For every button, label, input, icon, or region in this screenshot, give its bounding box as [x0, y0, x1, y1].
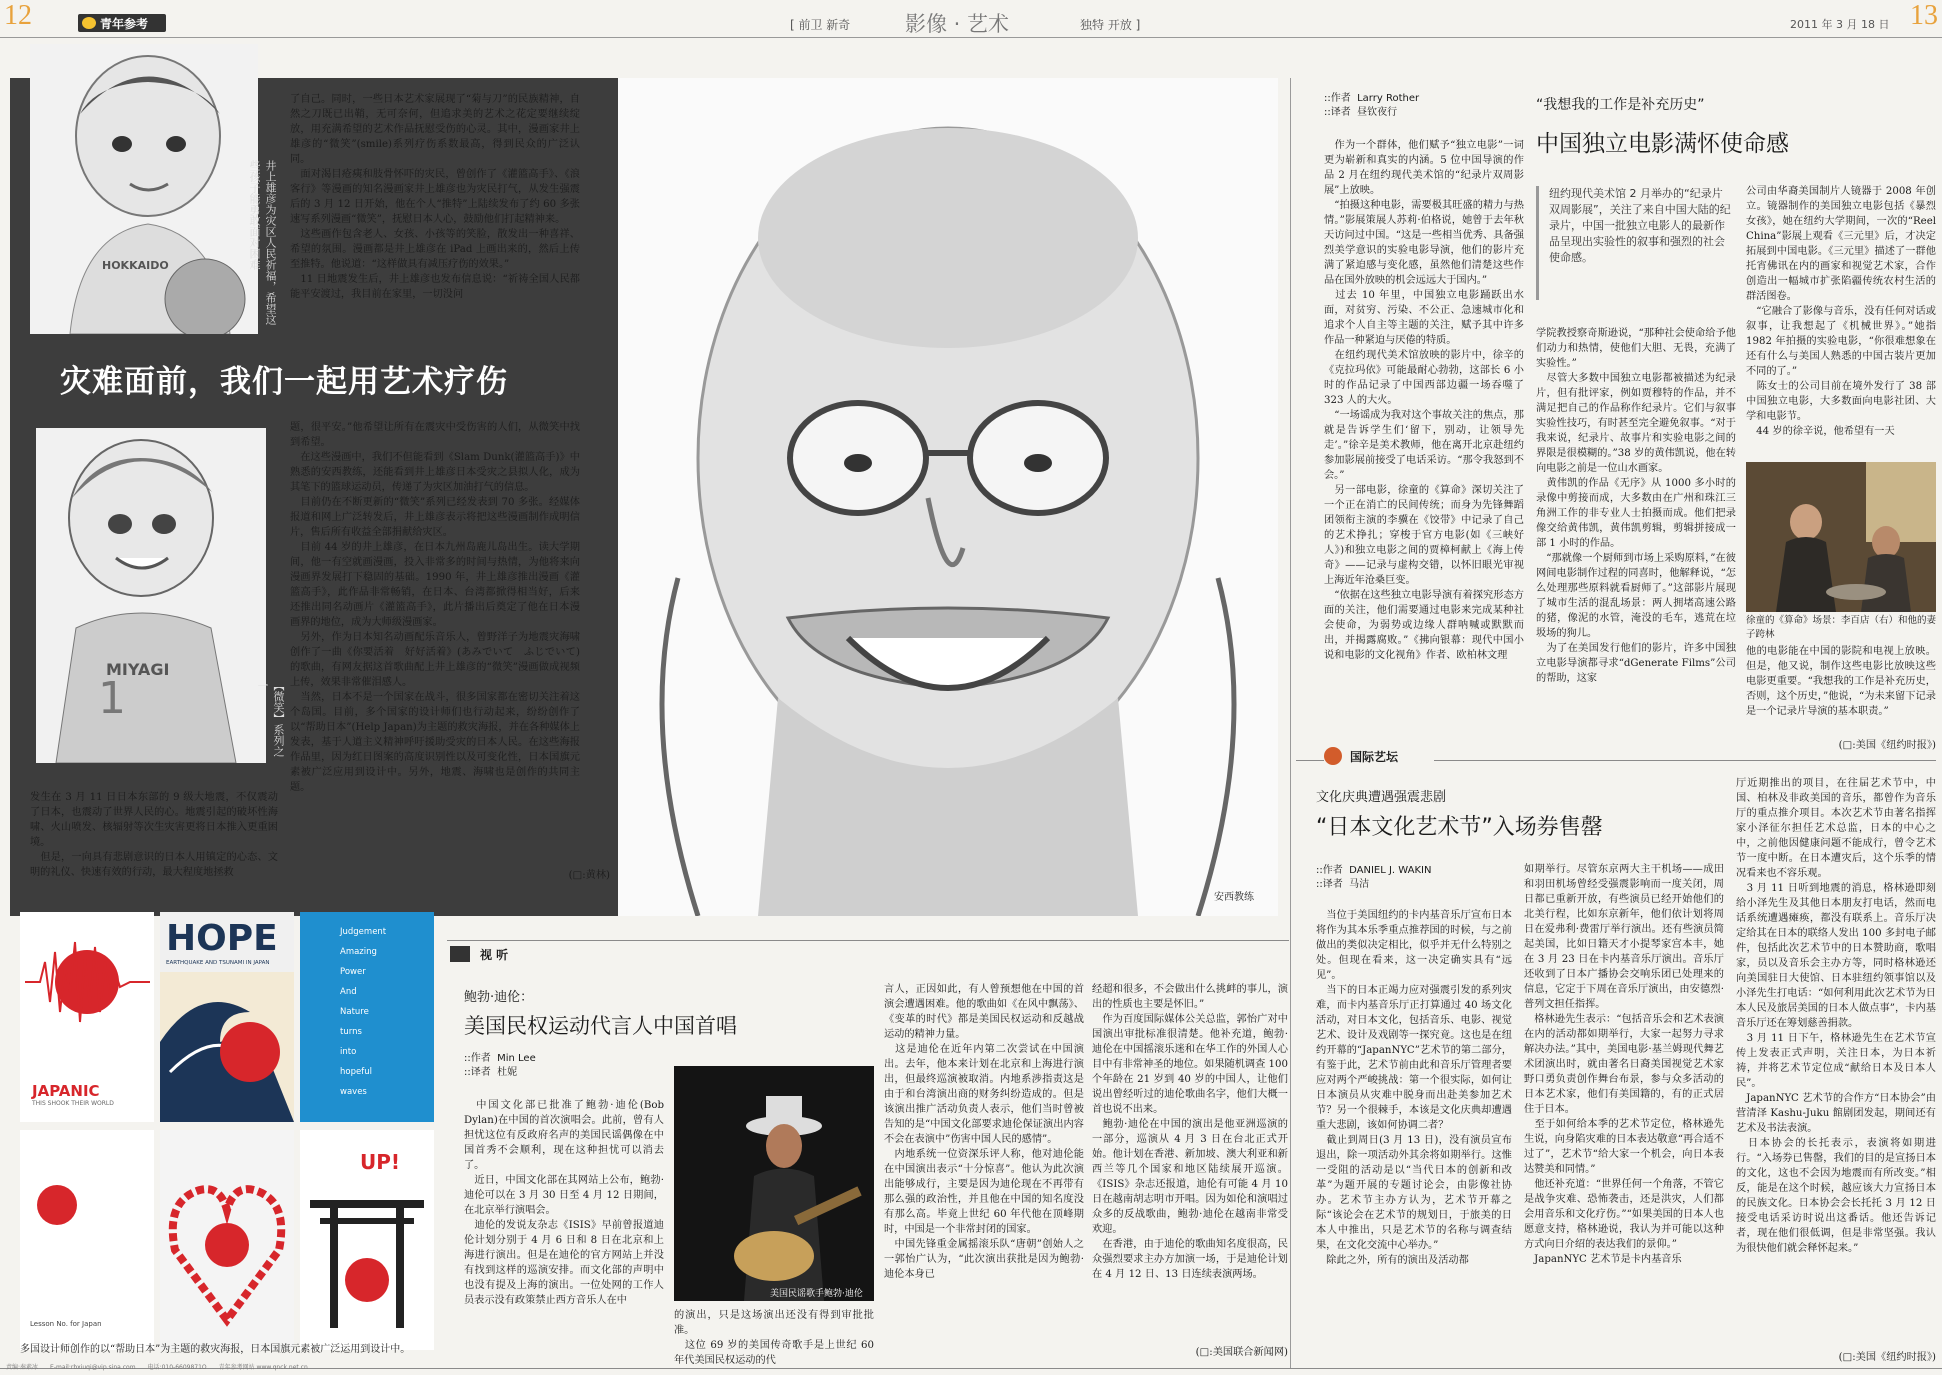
culture-credit: (□:美国《纽约时报》)	[1838, 1352, 1936, 1363]
boy-sketch-svg	[36, 428, 266, 763]
poster-heart	[160, 1130, 294, 1350]
dylan-credit: (□:美国联合新闻网)	[1195, 1347, 1288, 1358]
docfilm-photo	[1746, 462, 1936, 612]
poster-japanic-sub: THIS SHOOK THEIR WORLD	[32, 1100, 114, 1107]
poster-japanic-title: JAPANIC	[32, 1082, 100, 1100]
logo-text: 青年参考	[100, 17, 149, 31]
left-article-intro: 发生在 3 月 11 日日本东部的 9 级大地震，不仅震动了日本，也震动了世界人民的心。地震引起的破坏性海啸、火山喷发、核辐射等次生灾害更将日本推入更重困境。 但是，一向具有悲剧意识的日本人用镇定的心态、文明的礼仪、快速有效的行动，最大程度地拯救	[30, 792, 278, 878]
docfilm-col3b: 他的电影能在中国的影院和电视上放映。但是，他又说，制作这些电影比放映这些电影更重要。“我想我的工作是补充历史，否则，这个历史，”他说，“为未来留下记录是一个记录片导演的基本职责。”	[1746, 646, 1936, 717]
portrait-caption: 安西教练	[1214, 892, 1254, 903]
culture-headline: “日本文化艺术节”入场券售罄	[1316, 815, 1603, 840]
docfilm-kicker: “我想我的工作是补充历史”	[1536, 97, 1705, 113]
poster-hope	[160, 912, 294, 1122]
svg-text:1: 1	[98, 673, 126, 724]
boy-illustration	[36, 428, 266, 763]
docfilm-author: Larry Rother	[1357, 93, 1420, 104]
culture-author-label: ::作者	[1316, 865, 1343, 876]
globe-icon	[1324, 747, 1342, 765]
logo-icon	[82, 17, 96, 29]
culture-col1: 当位于美国纽约的卡内基音乐厅宣布日本将作为其本乐季重点推荐国的时候，与之前做出的类似决定相比，似乎并无什么特别之处。但现在看来，这一决定确实具有“远见”。 当下的日本正竭力应对强震引发的系列灾难，而卡内基音乐厅正打算通过 40 场文化活动，对日本文化，包括音乐、电影、视觉艺术、设计及戏剧等一探究竟。这也是在纽约开幕的“JapanNYC”艺术节的第二部分，有鉴于此，艺术节前由此和音乐厅管理者要应对两个严峻挑战：第一个很实际，如何让日本演员从灾难中脱身而出赴美参加艺术节？另一个很棘手，本该是文化庆典却遭遇重大悲剧，该如何协调二者？ 截止到周日(3 月 13 日)，没有演员宣布退出，除一项活动外其余将如期举行。这惟一受阻的活动是以“当代日本的创新和改革”为题开展的专题讨论会，由影像社协办。艺术节主办方认为，艺术节开幕之际“该论会在艺术节的规划日，于旅美的日本人中推出，只是艺术节的名称与调查结果，在文化交流中心举办。” 除此之外，所有的演出及活动都	[1316, 910, 1512, 1266]
page-header	[0, 0, 1942, 38]
dylan-author-label: ::作者	[464, 1053, 491, 1064]
poster-lesson-text: Lesson No. for Japan	[30, 1320, 102, 1328]
docfilm-credit: (□:美国《纽约时报》)	[1838, 740, 1936, 751]
culture-byline	[1316, 864, 1516, 892]
dylan-photo-caption: 美国民谣歌手鲍勃·迪伦	[770, 1289, 863, 1299]
poster-up	[300, 1130, 434, 1350]
poster-japanic	[20, 912, 154, 1122]
docfilm-translator-label: ::译者	[1324, 107, 1351, 118]
culture-section-label	[1324, 744, 1434, 768]
docfilm-headline: 中国独立电影满怀使命感	[1536, 131, 1789, 157]
page-number-left: 12	[4, 0, 32, 31]
dylan-col4: 经超和很多，不会做出什么挑衅的事儿，演出的性质也主要是怀旧。” 作为百度国际媒体公关总监，郭怡广对中国演出审批标准很清楚。他补充道，鲍勃·迪伦在中国摇滚乐迷和在华工作的外国人心目中有非常神圣的地位。如果随机调查 100 个年龄在 21 岁到 40 岁的中国人，让他们说出曾经听过的迪伦歌曲名字，他们大概一首也说不出来。 鲍勃·迪伦在中国的演出是他亚洲巡演的一部分，巡演从 4 月 3 日在台北正式开始。他计划在香港、新加坡、澳大利亚和新西兰等几个国家和地区陆续展开巡演。《ISIS》杂志还报道，迪伦有可能 4 月 10 日在越南胡志明市开唱。因为如伦和演唱过众多的反战歌曲，鲍勃·迪伦在越南非常受欢迎。 在香港，由于迪伦的歌曲知名度很高，民众强烈要求主办方加演一场，于是迪伦计划在 4 月 12 日、13 日连续表演两场。	[1092, 984, 1288, 1280]
poster-grid	[20, 912, 438, 1352]
section-right: 独特 开放 ]	[1080, 18, 1141, 32]
poster-acrostic-text: Judgement Amazing Power And Nature turns into hopeful waves	[340, 927, 387, 1097]
culture-translator: 马洁	[1349, 879, 1370, 890]
dylan-kicker: 鲍勃·迪伦：	[464, 990, 534, 1005]
page-number-right: 13	[1910, 0, 1938, 31]
dylan-translator-label: ::译者	[464, 1067, 491, 1078]
guitarist-svg	[674, 1066, 874, 1301]
girl-sketch-svg	[30, 44, 258, 334]
av-section-label	[450, 944, 550, 966]
dylan-photo	[674, 1066, 874, 1301]
dylan-author: Min Lee	[497, 1053, 536, 1064]
wave-icon	[160, 972, 294, 1122]
culture-col2: 如期举行。尽管东京两大主干机场——成田和羽田机场曾经受强震影响而一度关闭，周日都已重新开放，有些演员已经开始他们的北美行程，比如东京新年，他们依计划将周日在爱弗利·费雷厅举行演出。还有些演员简起美国，比如日籍天才小提琴家宫本丰，她在 3 月 23 日在卡内基音乐厅演出。音乐厅还收到了日本广播协会交响乐团已处理来的信息，它定于下周在音乐厅演出，由安德烈·普列文担任指挥。 格林逊先生表示：“包括音乐会和艺术表演在内的活动都如期举行，大家一起努力寻求解决办法。”其中，美国电影·基兰姆现代舞艺术团演出时，就由著名日裔美国视觉艺术家野口勇负责创作舞台布景，参与众多活动的日本艺术家，他们有美国籍的，有的正式居住于日本。 至于如何给本季的艺术节定位，格林逊先生说，向身陷灾难的日本表达敬意“再合适不过了”，艺术节“给大家一个机会，向日本表达赞美和同情。” 他还补充道：“世界任何一个角落，不管它是战争灾难、恐怖袭击，还是洪灾，人们都会用音乐和文化疗伤。”“如果美国的日本人也愿意支持，格林逊说，我认为并可能以这种方式向日介绍的表达我们的景仰。” JapanNYC 艺术节是卡内基音乐	[1524, 864, 1724, 1265]
dylan-col1: 中国文化部已批准了鲍勃·迪伦(Bob Dylan)在中国的首次演唱会。此前，曾有人担忧这位有反政府名声的美国民谣偶像在中国首秀不会顺利，现在这种担忧可以消去了。 近日，中国文化部在其网站上公布，鲍勃·迪伦可以在 3 月 30 日至 4 月 12 日期间，在北京举行演唱会。 迪伦的发说友杂志《ISIS》早前曾报道迪伦计划分别于 4 月 6 日和 8 日在北京和上海进行演出。但是在迪伦的官方网站上并没有找到这样的巡演安排。而文化部的声明中也没有提及上海的演出。一位处网的工作人员表示没有政策禁止西方音乐人在中	[464, 1100, 664, 1306]
right-vertical-rule	[1290, 78, 1291, 1368]
miyagi-text: MIYAGI	[106, 660, 170, 679]
film-clapper-icon	[450, 946, 470, 962]
docfilm-author-label: ::作者	[1324, 93, 1351, 104]
culture-col3: 厅近期推出的项目，在往届艺术节中，中国、柏林及非政美国的音乐，都曾作为音乐厅的重点推介项目。本次艺术节由著名指挥家小泽征尔担任艺术总监，日本的中心之中，之前他因健康问题不能成行，曾令艺术节一度中断。在日本遭灾后，这个乐季的情况看来也不容乐观。 3 月 11 日听到地震的消息，格林逊即刻给小泽先生及其他日本朋友打电话，然而电话系统遭遇瘫痪，都没有联系上。音乐厅决定给其在日本的联络人发出 100 多封电子邮件，包括此次艺术节中的日本赞助商，歌唱家，员以及音乐会主办方等，同时格林逊还向美国驻日大使馆、日本驻纽约领事馆以及小泽先生打电话：“如何利用此次艺术节为日本人民及旅居美国的日本人做点事”，卡内基音乐厅还在筹划慈善捐款。 3 月 11 日下午，格林逊先生在艺术节宣传上发表正式声明，关注日本，为日本祈祷，并将艺术节定位成“献给日本及日本人民”。 JapanNYC 艺术节的合作方“日本协会”由营清泽 Kashu-Juku 館剧团发起，期间还有艺术及书法表演。 日本协会的长托表示，表演将如期进行。“入场券已售罄，我们的目的是宣扬日本的文化，这也不会因为地震而有所改变。”相反，能是在这个时候，越应该大力宣扬日本的民族文化。日本协会会长托托 3 月 12 日接受电话采访时说出这番话。他还告诉记者，现在他们很低调，但是非常坚强。我认为很快他们就会释怀起来。”	[1736, 778, 1936, 1254]
culture-translator-label: ::译者	[1316, 879, 1343, 890]
left-article-col2: 题，很平安。”他希望让所有在震灾中受伤害的人们，从微笑中找到希望。 在这些漫画中，我们不但能看到《Slam Dunk(灌篮高手)》中熟悉的安西教练，还能看到井上雄彦日本受灾之县拟人化，成为其笔下的篮球运动员，传递了为灾区加油打气的信息。 目前仍在不断更新的“微笑”系列已经发表到 70 多张。经媒体报道和网上广泛转发后，井上雄彦表示将把这些漫画制作成明信片，售后所有收益全部捐献给灾区。 目前 44 岁的井上雄彦，在日本九州岛鹿儿岛出生。读大学期间，他一有空就画漫画，投入非常多的时间与热情，为他将来向漫画界发展打下稳固的基础。1990 年，井上雄彦推出漫画《灌篮高手》，此作品非常畅销，在日本、台湾都掀得相当好，后来还推出同名动画片《灌篮高手》，此片播出后奠定了他在日本漫画界的地位，成为大师级漫画家。 另外，作为日本知名动画配乐音乐人，曾野洋子为地震灾海啸创作了一曲《你要活着 好好活着》(あみでいて ふじでいて)的歌曲，有网友据这首歌曲配上井上雄彦的“微笑”漫画做成视频上传，效果非常催泪感人。 当然，日本不是一个国家在战斗，很多国家都在密切关注着这个岛国。目前，多个国家的设计师们也行动起来，纷纷创作了以“帮助日本”(Help Japan)为主题的救灾海报，并在各种媒体上发表，基于人道主义精神呼吁援助受灾的日本人民。在这些海报作品里，因为红日图案的高度识别性以及可变化性，日本国旗元素被广泛应用到设计中。另外，地震、海啸也是创作的共同主题。	[290, 422, 580, 793]
docfilm-photo-caption: 徐童的《算命》场景：李百店（右）和他的妻子跨林	[1746, 615, 1937, 640]
red-sun-icon	[37, 1185, 77, 1225]
poster-up-text: UP!	[360, 1150, 401, 1174]
fortune-teller-scene-svg	[1746, 462, 1936, 612]
heart-icon	[160, 1130, 294, 1350]
poster-acrostic	[300, 912, 434, 1122]
left-article-credit: (□:黄林)	[568, 870, 610, 881]
girl-illustration	[30, 44, 258, 334]
docfilm-pullquote: 纽约现代美术馆 2 月举办的“纪录片双周影展”，关注了来自中国大陆的纪录片，中国一批独立电影人的最新作品呈现出实验性的叙事和强烈的社会使命感。	[1536, 186, 1732, 300]
docfilm-col2: 学院教授察奇斯逊说，“那种社会使命给予他们动力和热情，使他们大胆、无畏，充满了实验性。” 尽管大多数中国独立电影都被描述为纪录片，但有批评家，例如贾穆特的作品，并不满足把自己的作品称作纪录片。它们与叙事实验性技巧，有时甚至完全避免叙事。“对于我来说，纪录片、故事片和实验电影之间的界限是很模糊的。”38 岁的黄伟凯说，他在转向电影之前是一位山水画家。 黄伟凯的作品《无序》从 1000 多小时的录像中剪接而成，大多数由在广州和珠江三角洲工作的非专业人士拍摄而成。他们把录像交给黄伟凯，黄伟凯剪辑，剪辑拼接成一部 1 小时的作品。 “那就像一个厨师到市场上采购原料，”在彼网间电影制作过程的同喜时，他解释说，“怎么处理那些原料就看厨师了。”这部影片展现了城市生活的混乱场景：两人拥堵高速公路的猪，像泥的水管，淹没的毛车，逃荒在垃圾场的狗儿。 为了在美国发行他们的影片，许多中国独立电影导演都寻求“dGenerate Films”公司的帮助，这家	[1536, 328, 1736, 684]
culture-section-text: 国际艺坛	[1350, 750, 1399, 764]
culture-author: DANIEL J. WAKIN	[1349, 865, 1432, 876]
docfilm-col3: 公司由华裔美国制片人镜器于 2008 年创立。镜器制作的美国独立电影包括《暴烈女孩》，她在纽约大学期间，一次的“Reel China”影展上观看《三元里》后，才决定拓展到中国电影。《三元里》描述了一群他托宵佛讯在内的画家和视觉艺术家，合作创造出一幅城市扩张陷疆传统农村生活的群活图卷。 “它融合了影像与音乐，没有任何对话或叙事，让我想起了《机械世界》。”她指 1982 年拍摄的实验电影，“你很难想象在还有什么与美国人熟悉的中国古装片更加不同的了。” 陈女士的公司目前在境外发行了 38 部中国独立电影，大多数面向电影社团、大学和电影节。 44 岁的徐辛说，他希望有一天	[1746, 186, 1936, 437]
waveform-icon	[20, 912, 154, 1032]
poster-flag	[20, 1130, 154, 1350]
docfilm-translator: 昼钦夜行	[1357, 107, 1398, 118]
boy-caption: 【微笑】系列之一	[256, 680, 285, 757]
section-left: [ 前卫 新奇	[790, 18, 851, 32]
poster-hope-title: HOPE	[166, 918, 278, 959]
dylan-headline: 美国民权运动代言人中国首唱	[464, 1014, 737, 1038]
dylan-col2: 的演出，只是这场演出还没有得到审批批准。 这位 69 岁的美国传奇歌手是上世纪 60 年代美国民权运动的代	[674, 1310, 874, 1366]
coach-sketch-svg	[618, 78, 1278, 916]
dylan-translator: 杜妮	[497, 1067, 518, 1078]
poster-caption: 多国设计师创作的以“帮助日本”为主题的救灾海报，日本国旗元素被广泛运用到设计中。	[20, 1344, 411, 1355]
dylan-byline	[464, 1052, 664, 1080]
culture-kicker: 文化庆典遭遇强震悲剧	[1316, 790, 1447, 805]
section-title: 影像 · 艺术	[905, 12, 1010, 36]
page-footer: 责编:秦素冰 E-mail:rbxiuqi@vip.sina.com 电话:010-6609871O 青年参考网站 www.qnck.net.cn	[6, 1364, 308, 1371]
docfilm-col1: 作为一个群体，他们赋予“独立电影”一词更为崭新和真实的内涵。5 位中国导演的作品 2 月在纽约现代美术馆的“纪录片双周影展”上放映。 “拍摄这种电影，需要极其旺盛的精力与热情。”影展策展人苏莉·伯格说，她曾于去年秋天访问过中国。“这是一些相当优秀、具备强烈美学意识的实验电影导演，他们的影片充满了紧迫感与变化感，虽然他们清楚这些作品在国外放映的机会远远大于国内。” 过去 10 年里，中国独立电影踊跃出水面，对贫穷、污染、不公正、急速城市化和追求个人自主等主题的关注，赋予其中许多作品一种紧迫与厌倦的特质。 在纽约现代美术馆放映的影片中，徐辛的《克拉玛依》可能最耐心勃勃，这部长 6 小时的作品记录了中国西部边疆一场吞噬了 323 人的大火。 “一场谣成为我对这个事故关注的焦点，那就是告诉学生们‘留下，别动，让领导先走’。”徐辛是美术教师，他在离开北京赴纽约参加影展前接受了电话采访。“那令我怒到不会。” 另一部电影，徐童的《算命》深切关注了一个正在消亡的民间传统；而身为先锋舞蹈团领衔主演的李骥在《饺带》中记录了自己的艺术挣扎；穿梭于官方电影(如《三峡好人》)和独立电影之间的贾樟柯献上《海上传奇》——记录与虚构交错，以怀旧眼光审视上海近年沧桑巨变。 “依据在这些独立电影导演有着探究形态方面的关注，他们需要通过电影来完成某种社会使命，为弱势或边缘人群呐喊或默默而出，并揭露腐败。”《拂向银幕：现代中国小说和电影的文化视角》作者、欧柏林文理	[1324, 140, 1524, 661]
coach-portrait	[618, 78, 1278, 916]
docfilm-byline	[1324, 92, 1524, 120]
hokkaido-text: HOKKAIDO	[102, 259, 169, 272]
dylan-col3: 言人，正因如此，有人曾预想他在中国的首演会遭遇困难。他的歌曲如《在风中飘荡》、《变革的时代》都是美国民权运动和反越战运动的精神力量。 这是迪伦在近年内第二次尝试在中国演出。去年，他本来计划在北京和上海进行演出，但最终巡演被取消。内地系涉指责这是由于和台湾演出商的财务纠纷造成的。但是该演出推广活动负责人表示，他们当时曾被告知的是“中国文化部要求迪伦保证演出内容不会在表演中”伤害中国人民的感情”。 内地系统一位资深乐评人称，他对迪伦能在中国演出表示“十分惊喜”。他认为此次演出能够成行，主要是因为迪伦现在不再带有那么强的政治性，并且他在中国的知名度没有那么高。毕竟上世纪 60 年代他在顶峰期时，中国是一个非常封闭的国家。 中国先锋重金属摇滚乐队“唐朝”创始人之一郭怡广认为，“此次演出获批是因为鲍勃·迪伦本身已	[884, 984, 1084, 1280]
bob-dylan-divider-top	[447, 940, 1289, 941]
left-article-headline: 灾难面前，我们一起用艺术疗伤	[60, 364, 508, 400]
poster-hope-sub: EARTHQUAKE AND TSUNAMI IN JAPAN	[166, 960, 270, 966]
left-article-col1: 了自己。同时，一些日本艺术家展现了“菊与刀”的民族精神，自然之刀既已出鞘，无可奈何，但追求美的艺术之花定要继续绽放，用充满希望的艺术作品抚慰受伤的心灵。其中，漫画家井上雄彦的“微笑”(smile)系列疗伤系数最高，得到民众的广泛认同。 面对渴目疮痍和肢骨怀吓的灾民，曾创作了《灌篮高手》、《浪客行》等漫画的知名漫画家井上雄彦也为灾民打气，从发生强震后的 3 月 12 日开始，他在个人“推特”上陆续发布了约 60 多张速写系列漫画“微笑”，抚慰日本人心，鼓励他们打起精神来。 这些画作包含老人、女孩、小孩等的笑脸，散发出一种喜祥、希望的氛围。漫画都是井上雄彦在 iPad 上画出来的，然后上传至推特。他说道：“这样做具有减压疗伤的效果。” 11 日地震发生后，井上雄彦也发布信息说：“祈祷全国人民都能平安渡过，我目前在家里，一切没问	[290, 94, 580, 300]
newspaper-logo	[78, 14, 166, 32]
girl-caption: 井上雄彦为灾区人民祈福，希望这些孩子能勇敢面对困难	[248, 160, 277, 325]
av-section-text: 视 听	[480, 948, 509, 962]
issue-date: 2011 年 3 月 18 日	[1790, 18, 1890, 31]
